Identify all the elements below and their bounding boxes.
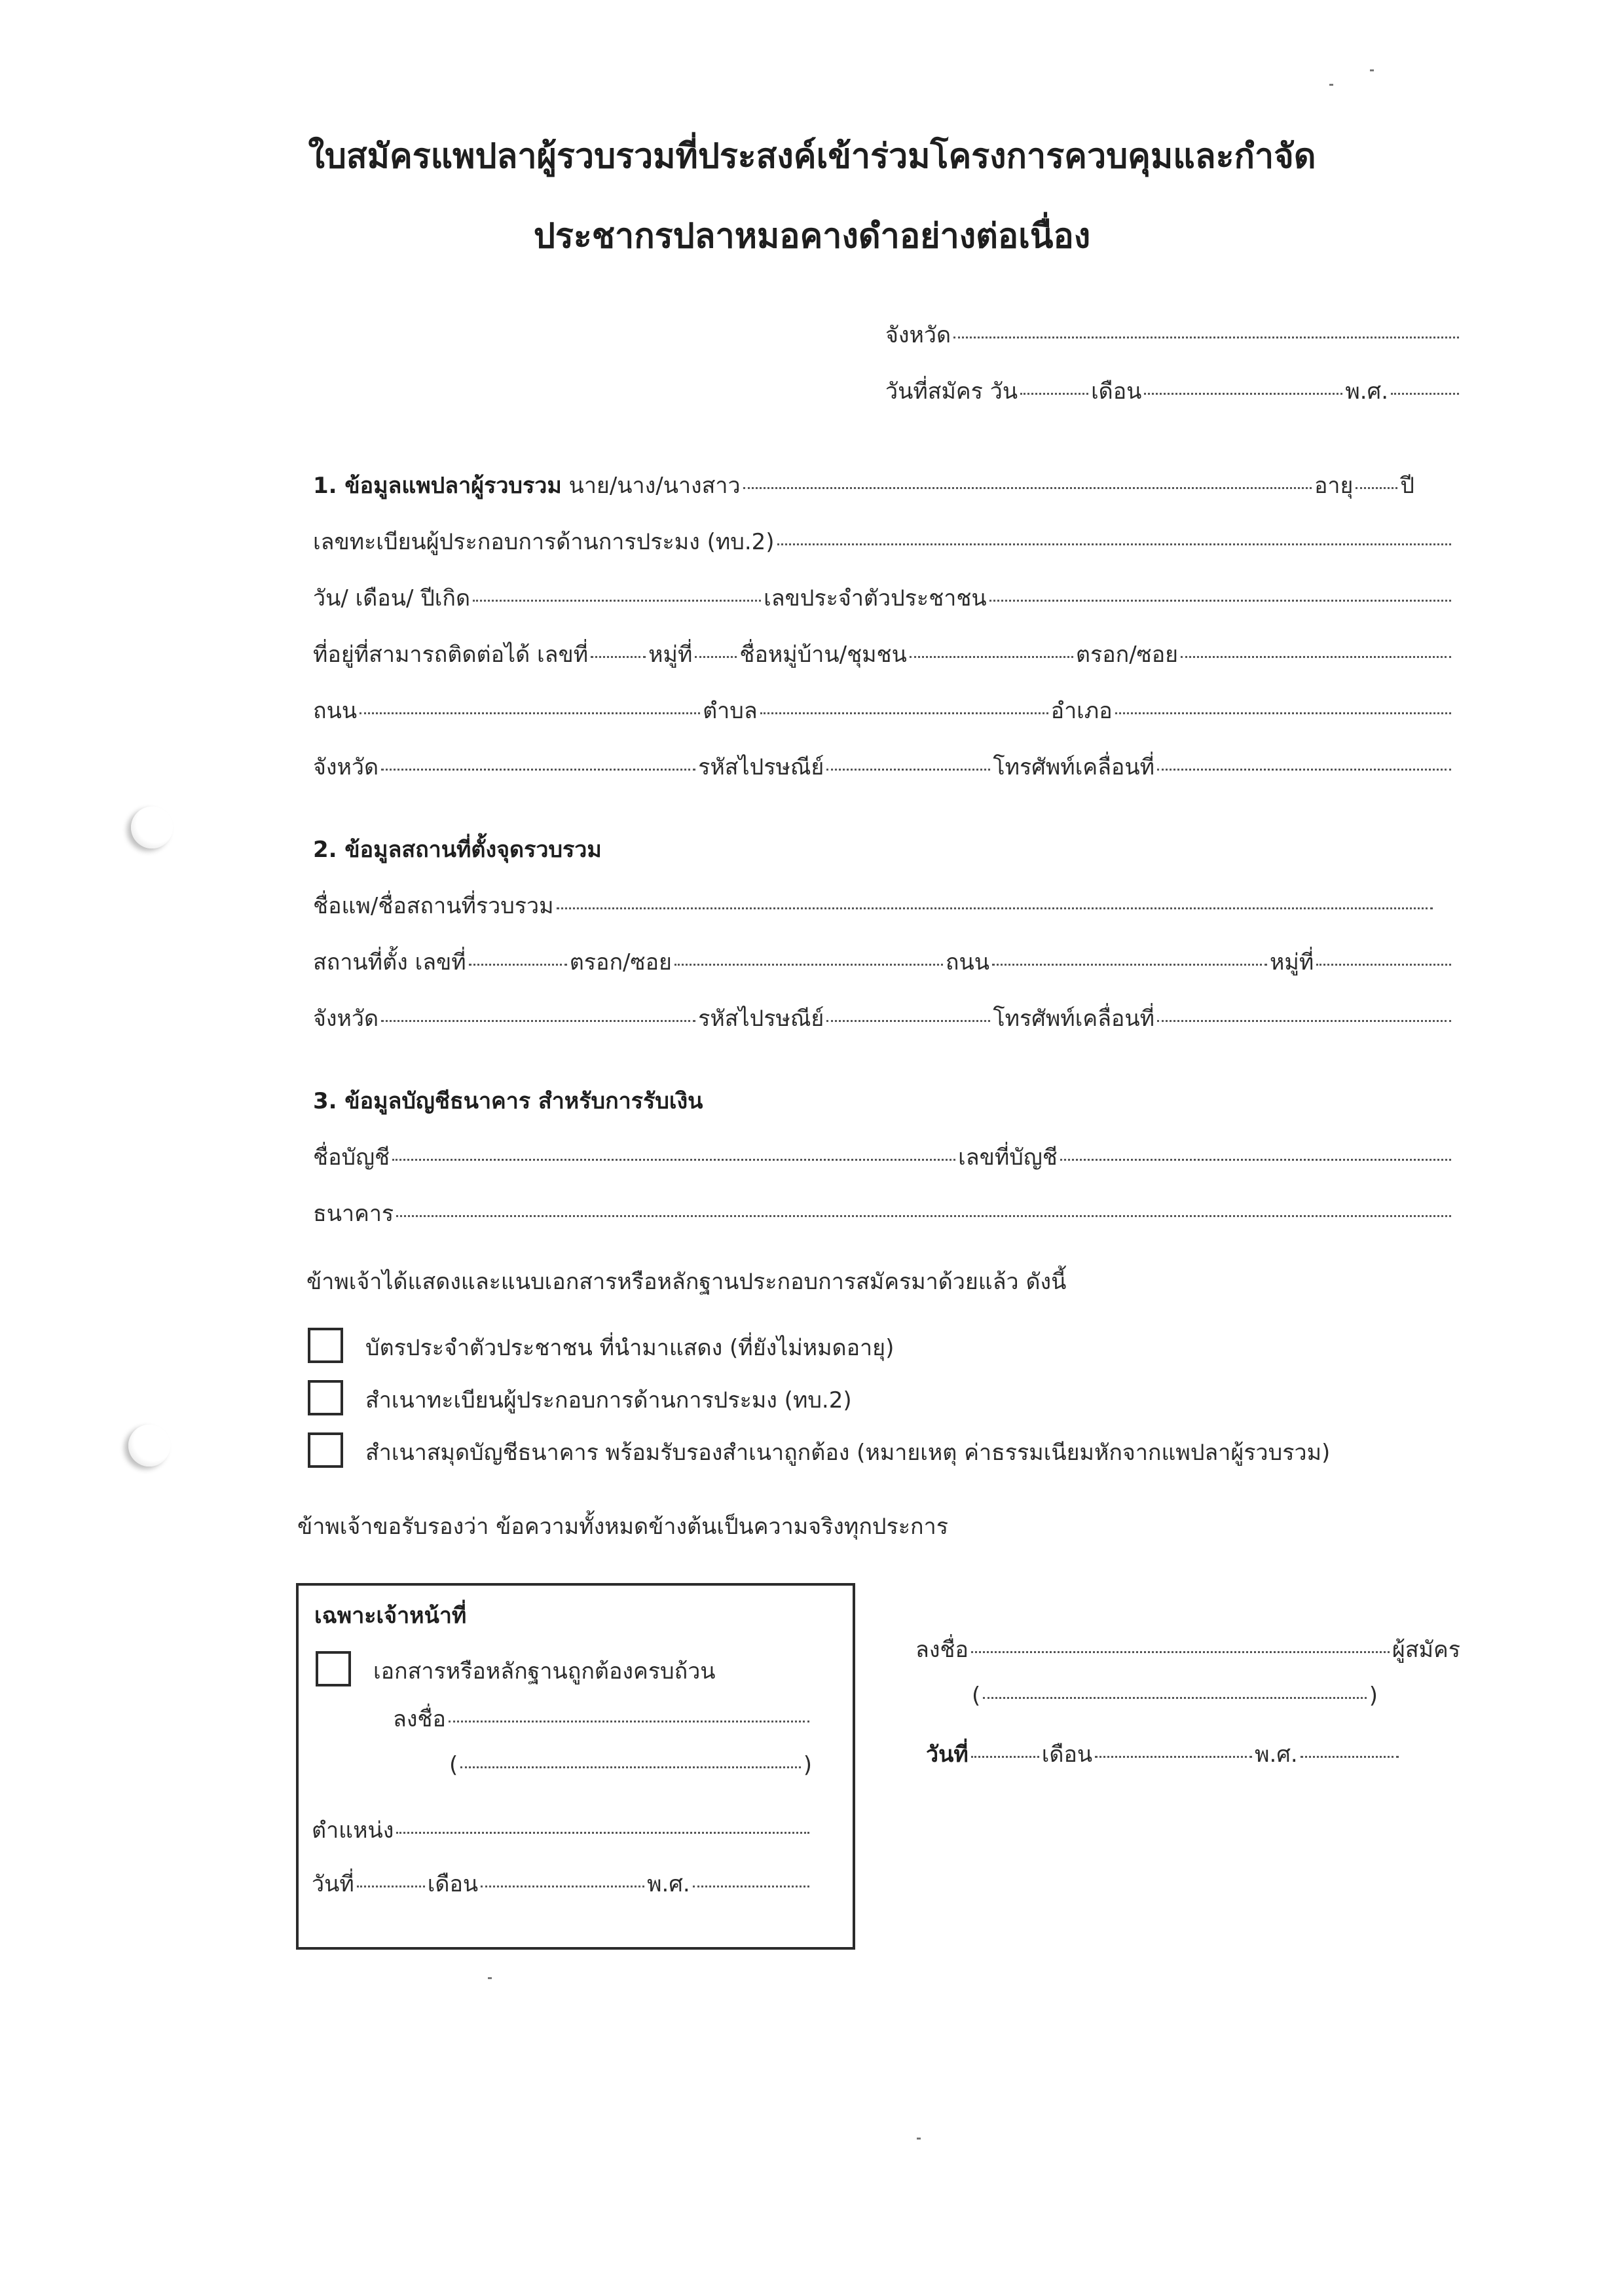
postcode-label: รหัสไปรษณีย์ — [698, 754, 824, 780]
officer-position-row — [312, 1812, 812, 1848]
applicant-name-field[interactable] — [743, 487, 1312, 489]
officer-complete-checkbox[interactable] — [316, 1651, 351, 1686]
site-name-label: ชื่อแพ/ชื่อสถานที่รวบรวม — [313, 893, 554, 919]
postcode-field[interactable] — [826, 1020, 990, 1022]
address-label: ที่อยู่ที่สามารถติดต่อได้ เลขที่ — [313, 642, 589, 668]
officer-sign-row — [393, 1701, 812, 1736]
road-field[interactable] — [360, 712, 700, 714]
postcode-field[interactable] — [826, 769, 990, 771]
village-label: ชื่อหมู่บ้าน/ชุมชน — [739, 642, 907, 668]
section1-heading: 1. ข้อมูลแพปลาผู้รวบรวม — [313, 473, 562, 499]
applicant-role-label: ผู้สมัคร — [1392, 1637, 1460, 1663]
location-row — [313, 944, 1454, 979]
section3-heading-row — [313, 1083, 703, 1118]
account-name-label: ชื่อบัญชี — [313, 1144, 390, 1171]
officer-complete-label: เอกสารหรือหลักฐานถูกต้องครบถ้วน — [373, 1658, 716, 1685]
officer-date-label: วันที่ — [312, 1871, 354, 1897]
site-province-row — [313, 1000, 1454, 1036]
form-title-line1: ใบสมัครแพปลาผู้รวบรวมที่ประสงค์เข้าร่วมโครงการควบคุมและกำจัด — [308, 137, 1316, 176]
doc-item-1-checkbox[interactable] — [308, 1328, 343, 1363]
applicant-sign-row — [915, 1631, 1460, 1667]
documents-intro-row — [306, 1264, 1066, 1299]
mobile-label: โทรศัพท์เคลื่อนที่ — [993, 754, 1154, 780]
account-no-label: เลขที่บัญชี — [958, 1144, 1058, 1171]
site-name-field[interactable] — [557, 907, 1433, 909]
age-unit-label: ปี — [1400, 473, 1414, 499]
officer-month-label: เดือน — [427, 1871, 479, 1897]
account-name-field[interactable] — [392, 1159, 955, 1161]
age-field[interactable] — [1356, 487, 1397, 489]
birth-date-field[interactable] — [473, 600, 761, 602]
province-row — [885, 317, 1462, 352]
section1-name-row — [313, 467, 1414, 503]
doc-item-1-label: บัตรประจำตัวประชาชน ที่นำมาแสดง (ที่ยังไม่หมดอายุ) — [365, 1335, 895, 1361]
road-label: ถนน — [313, 698, 358, 724]
registration-field[interactable] — [777, 543, 1451, 545]
documents-intro: ข้าพเจ้าได้แสดงและแนบเอกสารหรือหลักฐานประกอบการสมัครมาด้วยแล้ว ดังนี้ — [306, 1269, 1067, 1295]
age-label: อายุ — [1314, 473, 1354, 499]
road-field[interactable] — [992, 964, 1267, 966]
house-no-field[interactable] — [591, 656, 646, 658]
doc-item-3-label: สำเนาสมุดบัญชีธนาคาร พร้อมรับรองสำเนาถูกต้อง (หมายเหตุ ค่าธรรมเนียมหักจากแพปลาผู้รวบรวม) — [365, 1440, 1331, 1466]
province-label: จังหวัด — [313, 754, 379, 780]
applicant-month-field[interactable] — [1095, 1756, 1252, 1758]
subdistrict-label: ตำบล — [703, 698, 758, 724]
doc-item-1 — [308, 1320, 894, 1365]
road-label: ถนน — [945, 949, 989, 975]
officer-heading-row — [314, 1597, 466, 1633]
doc-item-2 — [308, 1372, 852, 1417]
name-prefix-label: นาย/นาง/นางสาว — [568, 473, 741, 499]
doc-item-3 — [308, 1425, 1330, 1470]
applicant-paren-close: ) — [1369, 1683, 1378, 1709]
officer-day-field[interactable] — [357, 1886, 425, 1887]
punch-hole — [128, 1425, 170, 1467]
officer-year-field[interactable] — [693, 1886, 809, 1887]
alley-field[interactable] — [674, 964, 943, 966]
location-no-field[interactable] — [469, 964, 567, 966]
doc-item-3-checkbox[interactable] — [308, 1432, 343, 1468]
alley-label: ตรอก/ซอย — [1075, 642, 1179, 668]
certify-row — [297, 1508, 948, 1544]
province-postcode-row — [313, 749, 1454, 784]
applicant-date-row — [926, 1736, 1401, 1772]
apply-month-label: เดือน — [1091, 378, 1142, 405]
apply-day-field[interactable] — [1020, 393, 1088, 395]
officer-paren-open: ( — [449, 1752, 458, 1778]
apply-date-label: วันที่สมัคร วัน — [885, 378, 1018, 405]
section2-heading-row — [313, 831, 602, 867]
applicant-year-label: พ.ศ. — [1255, 1741, 1298, 1768]
village-field[interactable] — [910, 656, 1073, 658]
applicant-sign-label: ลงชื่อ — [915, 1637, 969, 1663]
officer-name-row — [449, 1752, 812, 1778]
scan-speck — [917, 2138, 921, 2140]
applicant-paren-open: ( — [972, 1683, 981, 1709]
mobile-field[interactable] — [1157, 769, 1451, 771]
bank-row — [313, 1195, 1454, 1231]
site-name-row — [313, 888, 1435, 923]
applicant-month-label: เดือน — [1041, 1741, 1093, 1768]
doc-item-2-label: สำเนาทะเบียนผู้ประกอบการด้านการประมง (ทบ.2) — [365, 1387, 852, 1413]
district-label: อำเภอ — [1050, 698, 1113, 724]
officer-complete-row — [316, 1643, 716, 1688]
section2-heading: 2. ข้อมูลสถานที่ตั้งจุดรวบรวม — [313, 837, 602, 863]
subdistrict-field[interactable] — [760, 712, 1048, 714]
certify-statement: ข้าพเจ้าขอรับรองว่า ข้อความทั้งหมดข้างต้นเป็นความจริงทุกประการ — [297, 1514, 948, 1540]
moo-label: หมู่ที่ — [648, 642, 693, 668]
moo-field[interactable] — [695, 656, 737, 658]
province-field[interactable] — [381, 1020, 695, 1022]
apply-year-field[interactable] — [1391, 393, 1459, 395]
officer-heading: เฉพาะเจ้าหน้าที่ — [314, 1603, 467, 1629]
officer-position-field[interactable] — [396, 1832, 809, 1834]
province-label: จังหวัด — [885, 322, 951, 348]
registration-label: เลขทะเบียนผู้ประกอบการด้านการประมง (ทบ.2) — [313, 529, 775, 555]
id-card-field[interactable] — [989, 600, 1451, 602]
birth-date-label: วัน/ เดือน/ ปีเกิด — [313, 585, 471, 611]
province-field[interactable] — [381, 769, 695, 771]
postcode-label: รหัสไปรษณีย์ — [698, 1006, 824, 1032]
location-label: สถานที่ตั้ง เลขที่ — [313, 949, 466, 975]
officer-month-field[interactable] — [481, 1886, 644, 1887]
province-label: จังหวัด — [313, 1006, 379, 1032]
punch-hole — [131, 807, 173, 848]
alley-field[interactable] — [1181, 656, 1451, 658]
scan-speck — [488, 1977, 492, 1979]
mobile-label: โทรศัพท์เคลื่อนที่ — [993, 1006, 1154, 1032]
alley-label: ตรอก/ซอย — [569, 949, 672, 975]
district-field[interactable] — [1115, 712, 1451, 714]
address-row — [313, 636, 1454, 672]
apply-month-field[interactable] — [1144, 393, 1342, 395]
officer-sign-label: ลงชื่อ — [393, 1706, 446, 1732]
officer-date-row — [312, 1866, 812, 1901]
scan-speck — [1370, 69, 1374, 71]
applicant-name-row — [972, 1683, 1378, 1709]
account-no-field[interactable] — [1060, 1159, 1451, 1161]
doc-item-2-checkbox[interactable] — [308, 1380, 343, 1415]
officer-year-label: พ.ศ. — [647, 1871, 690, 1897]
bank-label: ธนาคาร — [313, 1201, 394, 1227]
officer-sign-field[interactable] — [449, 1721, 809, 1722]
apply-date-row — [885, 373, 1462, 409]
province-field[interactable] — [953, 337, 1459, 338]
applicant-fullname-field[interactable] — [983, 1697, 1366, 1699]
section3-heading: 3. ข้อมูลบัญชีธนาคาร สำหรับการรับเงิน — [313, 1088, 703, 1114]
officer-position-label: ตำแหน่ง — [312, 1817, 394, 1844]
bank-field[interactable] — [396, 1215, 1451, 1217]
registration-row — [313, 524, 1454, 559]
moo-field[interactable] — [1316, 964, 1451, 966]
apply-year-label: พ.ศ. — [1345, 378, 1388, 405]
moo-label: หมู่ที่ — [1270, 949, 1314, 975]
birth-id-row — [313, 580, 1454, 615]
applicant-sign-field[interactable] — [971, 1651, 1390, 1653]
mobile-field[interactable] — [1157, 1020, 1451, 1022]
applicant-date-label: วันที่ — [926, 1741, 969, 1768]
applicant-day-field[interactable] — [971, 1756, 1039, 1758]
officer-name-field[interactable] — [460, 1766, 800, 1768]
id-card-label: เลขประจำตัวประชาชน — [764, 585, 987, 611]
officer-paren-close: ) — [803, 1752, 812, 1778]
applicant-year-field[interactable] — [1301, 1756, 1399, 1758]
account-row — [313, 1139, 1454, 1175]
form-title-line2: ประชากรปลาหมอคางดำอย่างต่อเนื่อง — [533, 217, 1091, 256]
road-row — [313, 693, 1454, 728]
scan-speck — [1329, 84, 1333, 86]
